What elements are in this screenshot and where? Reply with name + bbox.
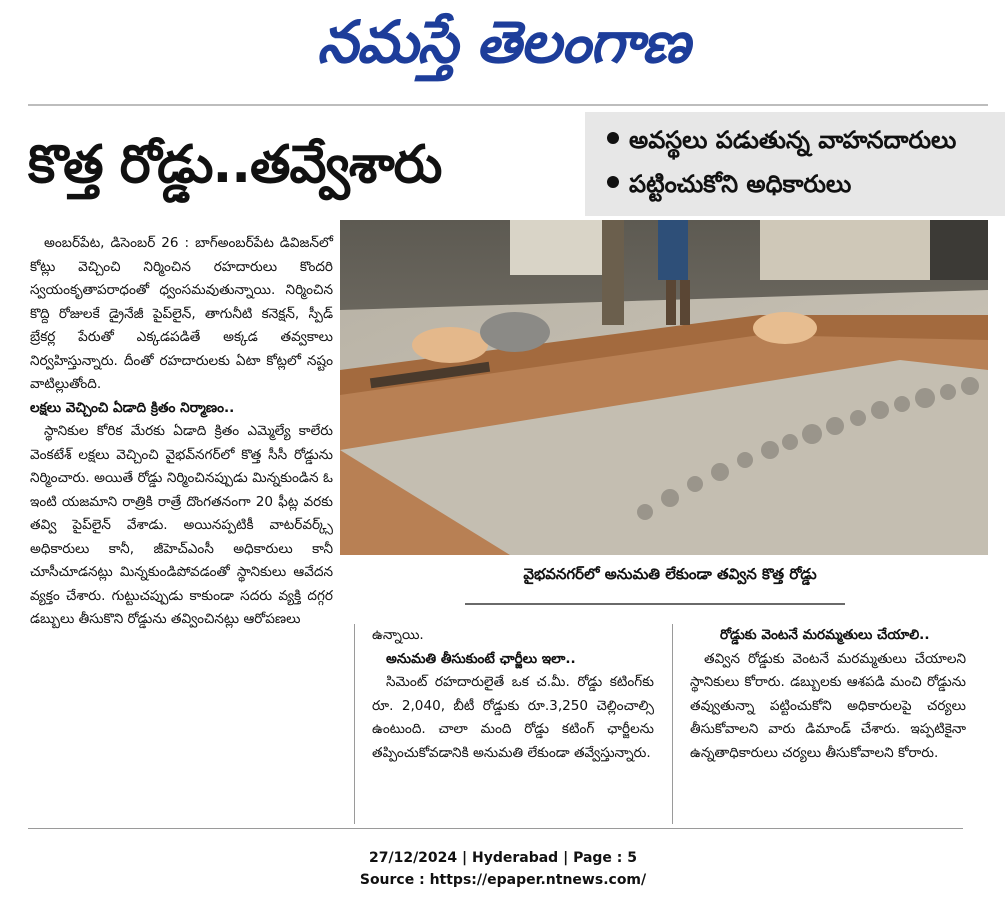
article-column-2 <box>372 624 654 765</box>
article-body: సిమెంట్ రహదారులైతే ఒక చ.మీ. రోడ్డు కటింగ్‌కు రూ. 2,040, బీటీ రోడ్డుకు రూ.3,250 చెల్లించాల్సి ఉంటుంది. చాలా మంది రోడ్డు కటింగ్ ఛార్జీలను తప్పించుకోవడానికి అనుమతి లేకుండా తవ్వేస్తున్నారు. <box>372 674 654 761</box>
article-column-1 <box>30 232 333 632</box>
bullet-dot-icon <box>607 176 619 188</box>
bullet-dot-icon <box>607 132 619 144</box>
article-body: తవ్విన రోడ్డుకు వెంటనే మరమ్మతులు చేయాలని స్థానికులు కోరారు. డబ్బులకు ఆశపడి మంచి రోడ్డును తవ్వుతున్నా పట్టించుకోని అధికారులపై చర్యలు తీసుకోవాలని వారు డిమాండ్ చేశారు. ఇప్పటికైనా ఉన్నతాధికారులు చర్యలు తీసుకోవాలని కోరారు. <box>690 650 966 761</box>
subheading: రోడ్డుకు వెంటనే మరమ్మతులు చేయాలి.. <box>720 627 930 643</box>
footer-source: Source : https://epaper.ntnews.com/ <box>359 872 647 888</box>
masthead <box>0 0 1006 100</box>
masthead-rule <box>28 104 988 106</box>
article-intro: అంబర్‌పేట, డిసెంబర్ 26 : బాగ్‌అంబర్‌పేట డివిజన్‌లో కోట్లు వెచ్చించి నిర్మించిన రహదారులు కొందరి స్వయంకృతాపరాధంతో ధ్వంసమవుతున్నాయి. నిర్మించిన కొద్ది రోజులకే డ్రైనేజీ పైప్‌లైన్, తాగునీటి కనెక్షన్, స్పీడ్ బ్రేకర్ల పేరుతో ఎక్కడపడితే అక్కడ తవ్వకాలు నిర్వహిస్తున్నారు. దీంతో రహదారులకు ఏటా కోట్లలో నష్టం వాటిల్లుతోంది. <box>30 235 333 392</box>
bullet-box <box>585 112 1005 216</box>
bullet-item: అవస్థలు పడుతున్న వాహనదారులు <box>607 126 956 160</box>
article-body: స్థానికుల కోరిక మేరకు ఏడాది క్రితం ఎమ్మెల్యే కాలేరు వెంకటేశ్ లక్షలు వెచ్చించి వైభవ్‌నగర్‌లో కొత్త సీసీ రోడ్డును నిర్మించారు. అయితే రోడ్డు నిర్మించినప్పుడు మిన్నకుండిన ఓ ఇంటి యజమాని రాత్రికి రాత్రే దొంగతనంగా 20 ఫీట్ల వరకు తవ్వి పైప్‌లైన్ వేశాడు. అయినప్పటికీ వాటర్‌వర్క్స్ అధికారులు కానీ, జీహెచ్‌ఎంసీ అధికారులు కానీ చూసీచూడనట్లు మిన్నకుండిపోవడంతో స్థానికులు ఆవేదన వ్యక్తం చేశారు. గుట్టుచప్పుడు కాకుండా సదరు వ్యక్తి దగ్గర డబ్బులు తీసుకొని రోడ్డును తవ్వించినట్లు ఆరోపణలు <box>30 423 333 627</box>
caption-rule <box>465 603 845 605</box>
column-divider <box>354 624 355 824</box>
subheading: లక్షలు వెచ్చించి ఏడాది క్రితం నిర్మాణం.. <box>30 399 235 416</box>
road-photo <box>340 220 988 555</box>
newspaper-logo: నమస్తే తెలంగాణ <box>317 8 689 76</box>
article-bottom-rule <box>28 828 963 829</box>
headline: కొత్త రోడ్డు..తవ్వేశారు <box>28 135 442 195</box>
column-divider <box>672 624 673 824</box>
article-continuation: ఉన్నాయి. <box>372 627 424 643</box>
footer-dateline: 27/12/2024 | Hyderabad | Page : 5 <box>368 850 638 866</box>
subheading: అనుమతి తీసుకుంటే ఛార్జీలు ఇలా.. <box>386 650 576 667</box>
photo-caption: వైభవనగర్‌లో అనుమతి లేకుండా తవ్విన కొత్త రోడ్డు <box>523 565 817 583</box>
bullet-item: పట్టించుకోని అధికారులు <box>607 170 851 204</box>
article-column-3 <box>690 624 966 765</box>
